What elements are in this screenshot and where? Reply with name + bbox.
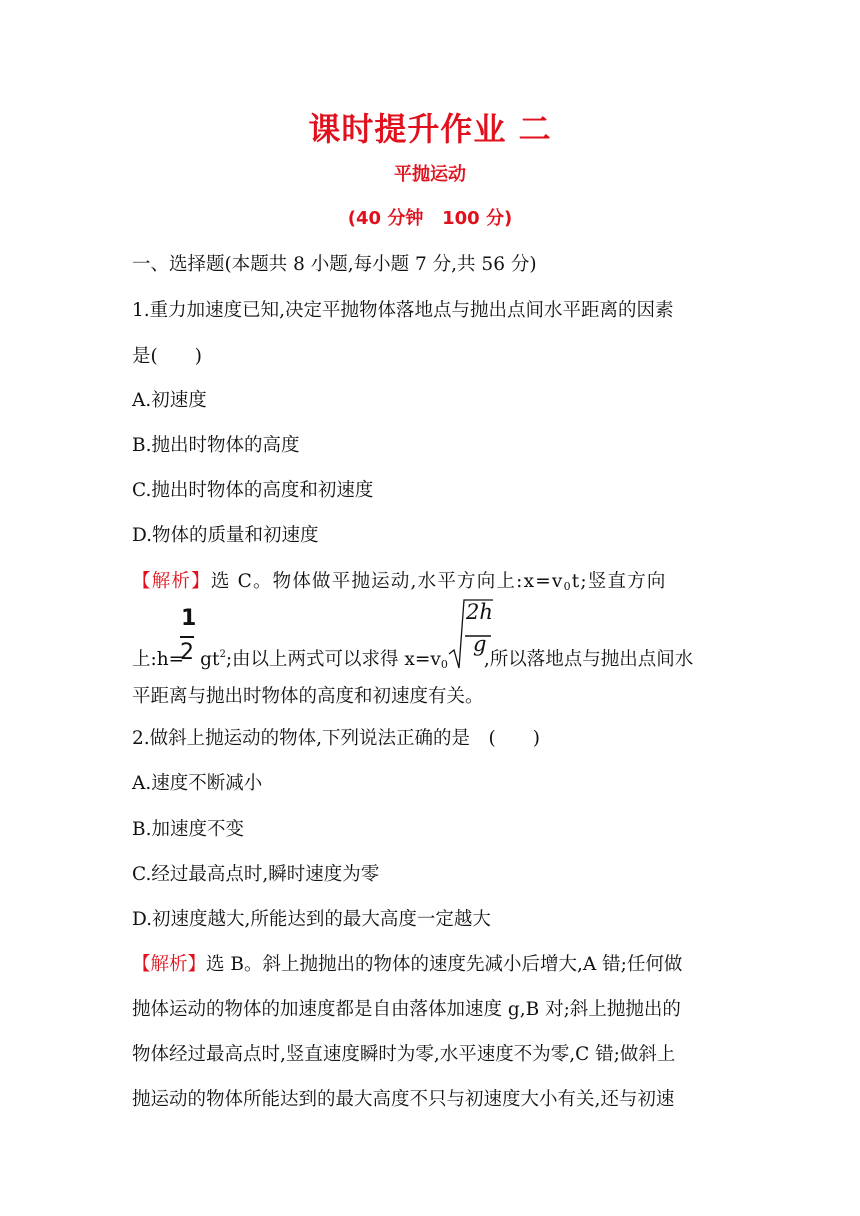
q1-stem-line-2: 是( ) [132,346,202,367]
q1-analysis-line-1: 【解析】选 C。物体做平抛运动,水平方向上$:x=v_0t$;竖直方向 [132,571,667,593]
q2-analysis-label: 【解析】 [132,954,207,975]
fraction-numerator: 1 [181,606,197,631]
sqrt-numerator: 2h [466,600,493,624]
page-subtitle: 平抛运动 [394,164,466,185]
fraction-denominator: 2 [180,640,194,665]
q2-analysis-line-3: 物体经过最高点时,竖直速度瞬时为零,水平速度不为零,C 错;做斜上 [132,1044,676,1065]
q2-analysis-line-1: 【解析】选 B。斜上抛抛出的物体的速度先减小后增大,A 错;任何做 [132,954,683,975]
q1-analysis-line-3: 平距离与抛出时物体的高度和初速度有关。 [132,686,484,707]
q1-analysis-label: 【解析】 [132,571,211,592]
q1-option-c: C.抛出时物体的高度和初速度 [132,480,374,501]
q1-analysis-line-2: 上:h= $gt^2$;由以上两式可以求得 $x=v_0$ ,所以落地点与抛出点间水 [132,649,694,671]
time-score-info: (40 分钟 100 分) [347,208,513,229]
fraction-bar [180,636,194,638]
q2-option-b: B.加速度不变 [132,819,244,840]
q1-stem-line-1: 1.重力加速度已知,决定平抛物体落地点与抛出点间水平距离的因素 [132,300,674,321]
q2-analysis-line-4: 抛运动的物体所能达到的最大高度不只与初速度大小有关,还与初速 [132,1089,675,1110]
q1-option-d: D.物体的质量和初速度 [132,525,319,546]
q1-option-b: B.抛出时物体的高度 [132,435,300,456]
q2-option-a: A.速度不断减小 [132,773,263,794]
q2-option-d: D.初速度越大,所能达到的最大高度一定越大 [132,909,491,930]
page-title: 课时提升作业 二 [308,110,552,148]
q1-option-a: A.初速度 [132,390,207,411]
q2-option-c: C.经过最高点时,瞬时速度为零 [132,864,380,885]
q2-analysis-line-2: 抛体运动的物体的加速度都是自由落体加速度 g,B 对;斜上抛抛出的 [132,999,681,1020]
section-heading: 一、选择题(本题共 8 小题,每小题 7 分,共 56 分) [132,254,537,275]
sqrt-denominator: g [473,632,487,656]
q2-stem: 2.做斜上抛运动的物体,下列说法正确的是 ( ) [132,728,540,749]
